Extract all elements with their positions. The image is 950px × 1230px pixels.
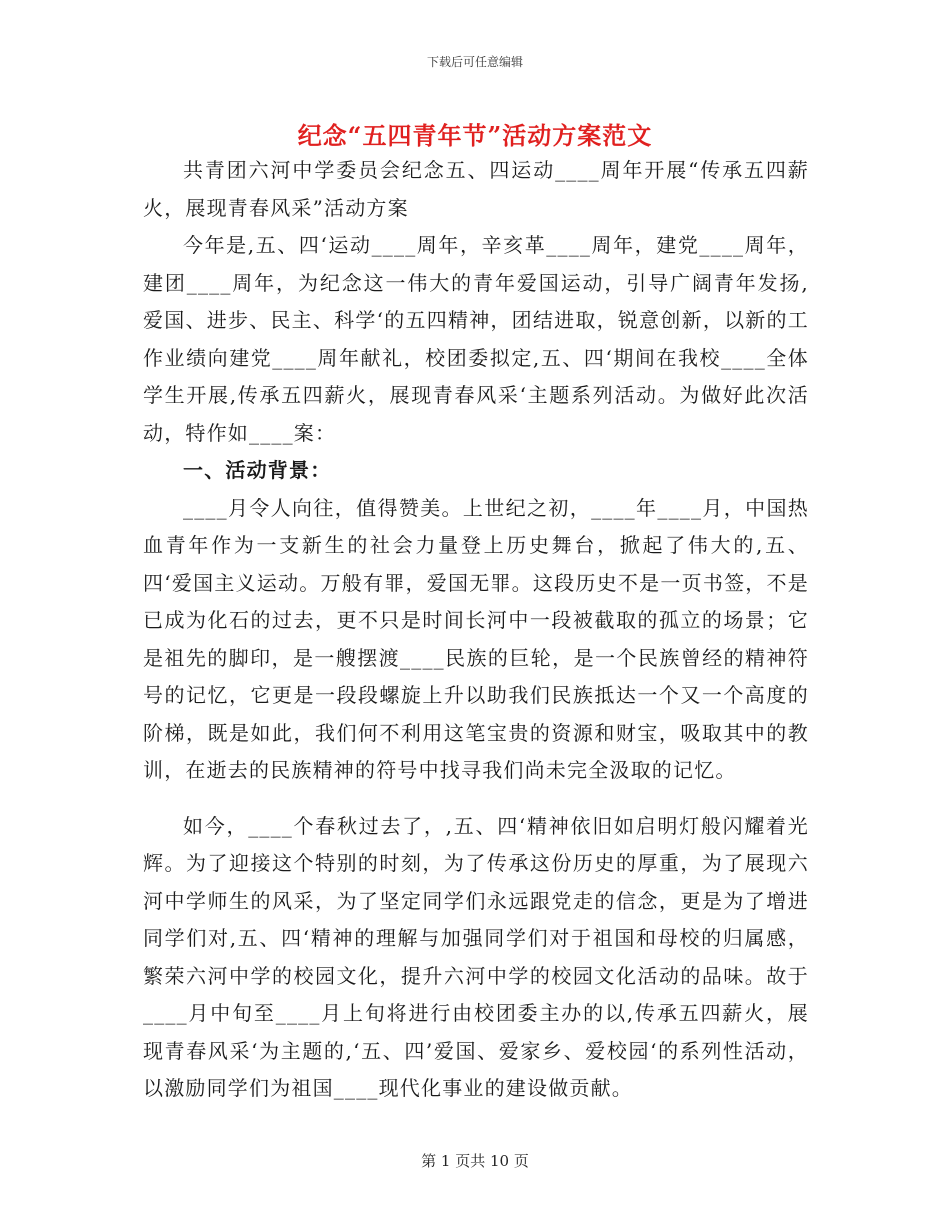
page-header: 下载后可任意编辑	[426, 55, 523, 69]
paragraph-3: 如今，____个春秋过去了，,五、四‘精神依旧如启明灯般闪耀着光辉。为了迎接这个特别的时刻，为了传承这份历史的厚重，为了展现六河中学师生的风采，为了坚定同学们永远跟党走的信念，更是为了增进同学们对,五、四‘精神的理解与加强同学们对于祖国和母校的归属感，繁荣六河中学的校园文化，提升六河中学的校园文化活动的品味。故于____月中旬至____月上旬将进行由校团委主办的以,传承五四薪火，展现青春风采‘为主题的,‘五、四’爱国、爱家乡、爱校园‘的系列性活动，以激励同学们为祖国____现代化事业的建设做贡献。	[143, 813, 809, 1100]
document-title: 纪念“五四青年节”活动方案范文	[297, 121, 653, 150]
section-heading-background: 一、活动背景：	[183, 458, 332, 482]
paragraph-2: ____月令人向往，值得赞美。上世纪之初，____年____月，中国热血青年作为一支新生的社会力量登上历史舞台，掀起了伟大的,五、四‘爱国主义运动。万般有罪，爱国无罪。这段历史不是一页书签，不是已成为化石的过去，更不只是时间长河中一段被截取的孤立的场景；它是祖先的脚印，是一艘摆渡____民族的巨轮，是一个民族曾经的精神符号的记忆，它更是一段段螺旋上升以助我们民族抵达一个又一个高度的阶梯，既是如此，我们何不利用这笔宝贵的资源和财宝，吸取其中的教训，在逝去的民族精神的符号中找寻我们尚未完全汲取的记忆。	[143, 495, 809, 782]
document-body	[143, 152, 809, 1108]
page-footer: 第 1 页共 10 页	[421, 1152, 529, 1170]
paragraph-1: 今年是,五、四‘运动____周年，辛亥革____周年，建党____周年，建团____周年，为纪念这一伟大的青年爱国运动，引导广阔青年发扬,爱国、进步、民主、科学‘的五四精神，团结进取，锐意创新，以新的工作业绩向建党____周年献礼，校团委拟定,五、四‘期间在我校____全体学生开展,传承五四薪火，展现青春风采‘主题系列活动。为做好此次活动，特作如____案：	[143, 233, 809, 445]
intro-paragraph: 共青团六河中学委员会纪念五、四运动____周年开展“传承五四薪火，展现青春风采”活动方案	[143, 158, 809, 220]
